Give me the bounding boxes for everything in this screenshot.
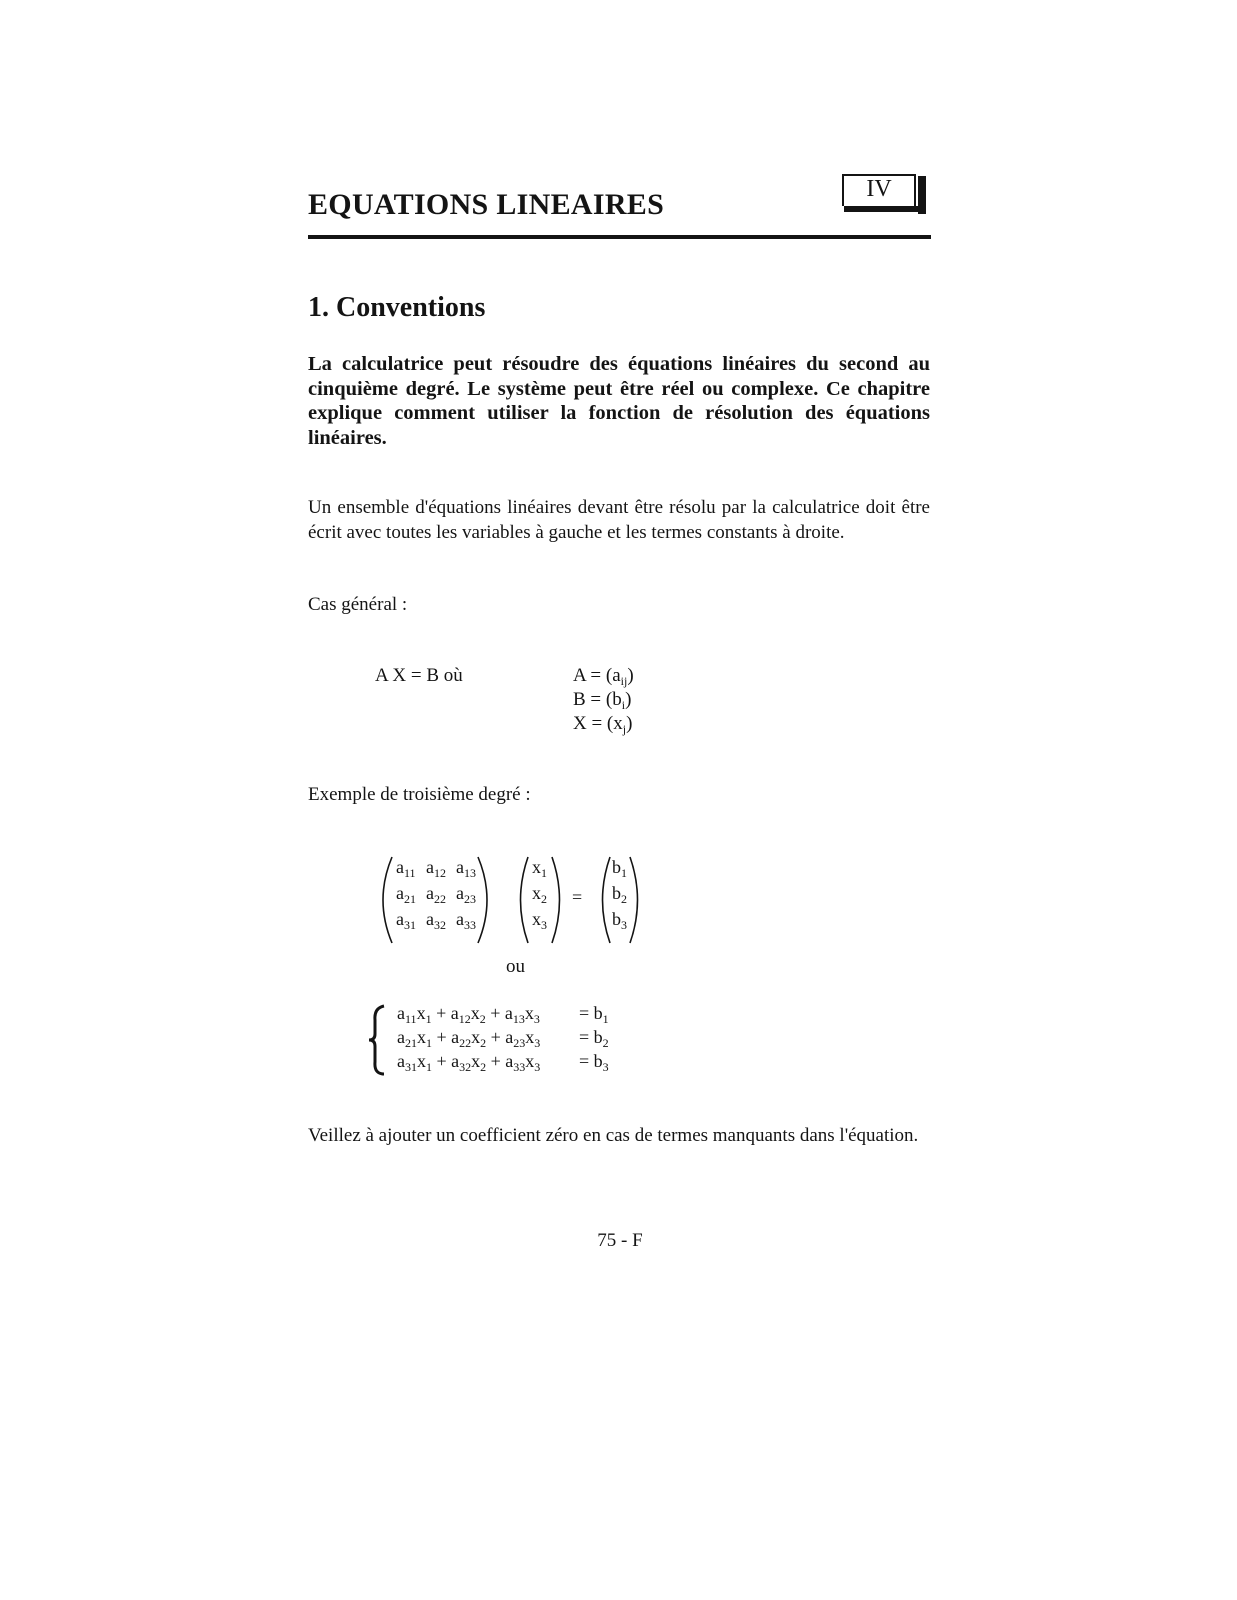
matrix-equals: =: [572, 887, 583, 907]
example-label: Exemple de troisième degré :: [308, 784, 531, 805]
title-rule: [308, 235, 931, 239]
vector-b-cell: $b_3$: [612, 909, 627, 932]
matrix-a-cell: $a_{33}$: [456, 909, 476, 932]
vector-b-cell: $b_1$: [612, 857, 627, 880]
system-lhs: $a_{31}x_1 + a_{32}x_2 + a_{33}x_3$: [397, 1051, 541, 1074]
definitions: [573, 664, 634, 736]
or-word: ou: [506, 956, 525, 977]
matrix-equation: [372, 855, 662, 945]
system-row: [397, 1027, 609, 1048]
general-equation: A X = B où: [375, 665, 463, 686]
system-rhs: = $b_2$: [579, 1027, 609, 1050]
matrix-a-cell: $a_{31}$: [396, 909, 416, 932]
chapter-number: IV: [866, 176, 892, 202]
note-paragraph: Veillez à ajouter un coefficient zéro en cas de termes manquants dans l'équation.: [308, 1125, 919, 1146]
page-title: EQUATIONS LINEAIRES: [308, 188, 665, 221]
system-rhs: = $b_3$: [579, 1051, 609, 1074]
matrix-a-cell: $a_{21}$: [396, 883, 416, 906]
general-case-label: Cas général :: [308, 594, 408, 615]
definition-x: $X = (x_j)$: [573, 713, 633, 736]
vector-x-cell: $x_2$: [532, 883, 547, 906]
vector-b-cell: $b_2$: [612, 883, 627, 906]
matrix-a-cell: $a_{12}$: [426, 857, 446, 880]
chapter-tab: [842, 174, 930, 220]
matrix-a-cell: $a_{22}$: [426, 883, 446, 906]
system-row: [397, 1003, 609, 1024]
matrix-a-cell: $a_{11}$: [396, 857, 416, 880]
system-row: [397, 1051, 609, 1072]
system-lhs: $a_{11}x_1 + a_{12}x_2 + a_{13}x_3$: [397, 1003, 540, 1026]
page-number: 75 - F: [597, 1230, 643, 1251]
body-paragraph: Un ensemble d'équations linéaires devant être résolu par la calculatrice doit être écrit avec toutes les variables à gauche et les termes constants à droite.: [308, 497, 930, 543]
system-brace: [366, 1004, 388, 1076]
system-lhs: $a_{21}x_1 + a_{22}x_2 + a_{23}x_3$: [397, 1027, 541, 1050]
matrix-a-cell: $a_{32}$: [426, 909, 446, 932]
vector-x-cell: $x_3$: [532, 909, 547, 932]
system-rhs: = $b_1$: [579, 1003, 609, 1026]
section-heading: 1. Conventions: [308, 292, 486, 323]
vector-x-cell: $x_1$: [532, 857, 547, 880]
intro-paragraph: La calculatrice peut résoudre des équations linéaires du second au cinquième degré. Le système peut être réel ou complexe. Ce chapitre explique comment utiliser la fonction de résolution des équations linéaires.: [308, 353, 930, 449]
definition-a: $A = (a_{ij})$: [573, 665, 634, 688]
definition-b: $B = (b_i)$: [573, 689, 632, 712]
matrix-a-cell: $a_{13}$: [456, 857, 476, 880]
matrix-a-cell: $a_{23}$: [456, 883, 476, 906]
